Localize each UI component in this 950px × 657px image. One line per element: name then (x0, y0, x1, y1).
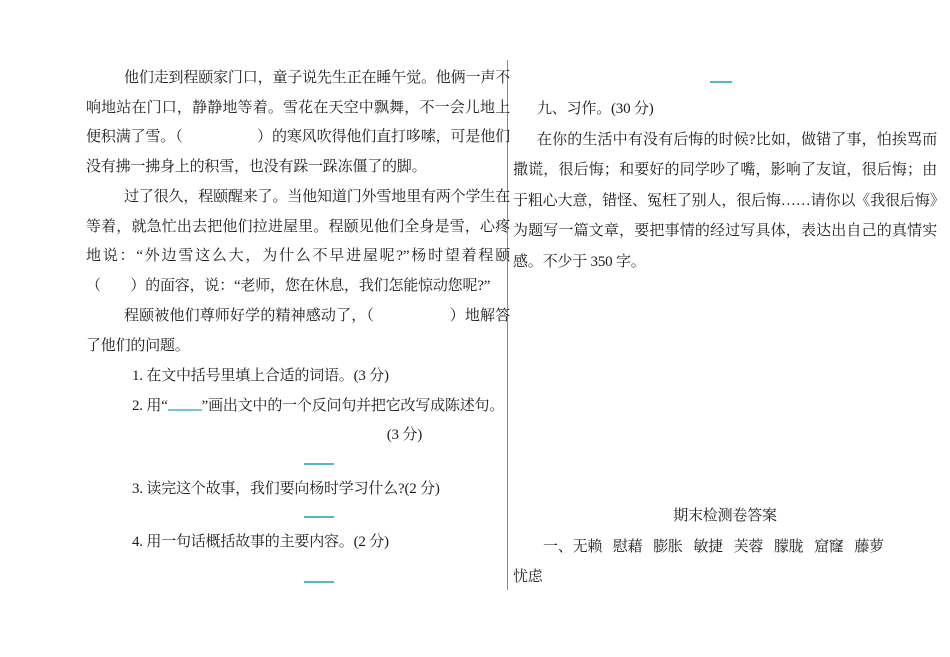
answer-blank-row-top (513, 68, 937, 94)
answer-blank-line (710, 81, 732, 83)
question-2-prefix: 2. 用“ (132, 397, 168, 414)
question-1 (86, 362, 510, 392)
question-1-text: 1. 在文中括号里填上合适的词语。(3 分) (132, 368, 389, 384)
reading-passage-paragraph-3: 程颐被他们尊师好学的精神感动了，（ ）地解答了他们的问题。 (86, 308, 510, 354)
answer-key-item-1: 一、无赖 慰藉 膨胀 敏捷 芙蓉 朦胧 窟窿 藤萝 (543, 538, 884, 555)
answer-blank-line (304, 581, 334, 583)
reading-passage-paragraph-2: 过了很久，程颐醒来了。当他知道门外雪地里有两个学生在等着，就急忙出去把他们拉进屋里。程颐见他们全身是雪，心疼地说：“外边雪这么大，为什么不早进屋呢?”杨时望着程颐（ ）的面容，说：“老师，您在休息，我们怎能惊动您呢?” (86, 189, 510, 294)
question-4 (86, 528, 510, 558)
question-2-score: (3 分) (386, 427, 422, 443)
writing-prompt: 在你的生活中有没有后悔的时候?比如，做错了事，怕挨骂而撒谎，很后悔；和要好的同学吵了嘴，影响了友谊，很后悔；由于粗心大意，错怪、冤枉了别人，很后悔……请你以《我很后悔》为题写一篇文章，要把事情的经过写具体，表达出自己的真情实感。不少于 350 字。 (513, 131, 937, 270)
section-9-heading: 九、习作。(30 分) (537, 101, 654, 117)
inline-answer-blank (168, 409, 202, 411)
answer-blank-row-1 (86, 451, 510, 475)
answer-blank-line (304, 463, 334, 465)
reading-passage-paragraph-1: 他们走到程颐家门口，童子说先生正在睡午觉。他俩一声不响地站在门口，静静地等着。雪花在天空中飘舞，不一会儿地上便积满了雪。（ ）的寒风吹得他们直打哆嗦，可是他们没有拂一拂身上的积雪，也没有跺一跺冻僵了的脚。 (86, 70, 510, 175)
answer-blank-row-3 (86, 566, 510, 596)
question-3 (86, 475, 510, 505)
answer-blank-line (304, 516, 334, 518)
question-4-text: 4. 用一句话概括故事的主要内容。(2 分) (132, 534, 389, 550)
answer-key-heading: 期末检测卷答案 (673, 508, 777, 524)
question-2 (86, 392, 510, 422)
answer-key-item-1-continuation: 忧虑 (513, 569, 543, 585)
question-2-suffix: ”画出文中的一个反问句并把它改写成陈述句。 (201, 397, 505, 414)
question-3-text: 3. 读完这个故事，我们要向杨时学习什么?(2 分) (132, 480, 440, 497)
left-column (86, 64, 510, 596)
answer-blank-row-2 (86, 504, 510, 528)
right-column (513, 68, 937, 593)
